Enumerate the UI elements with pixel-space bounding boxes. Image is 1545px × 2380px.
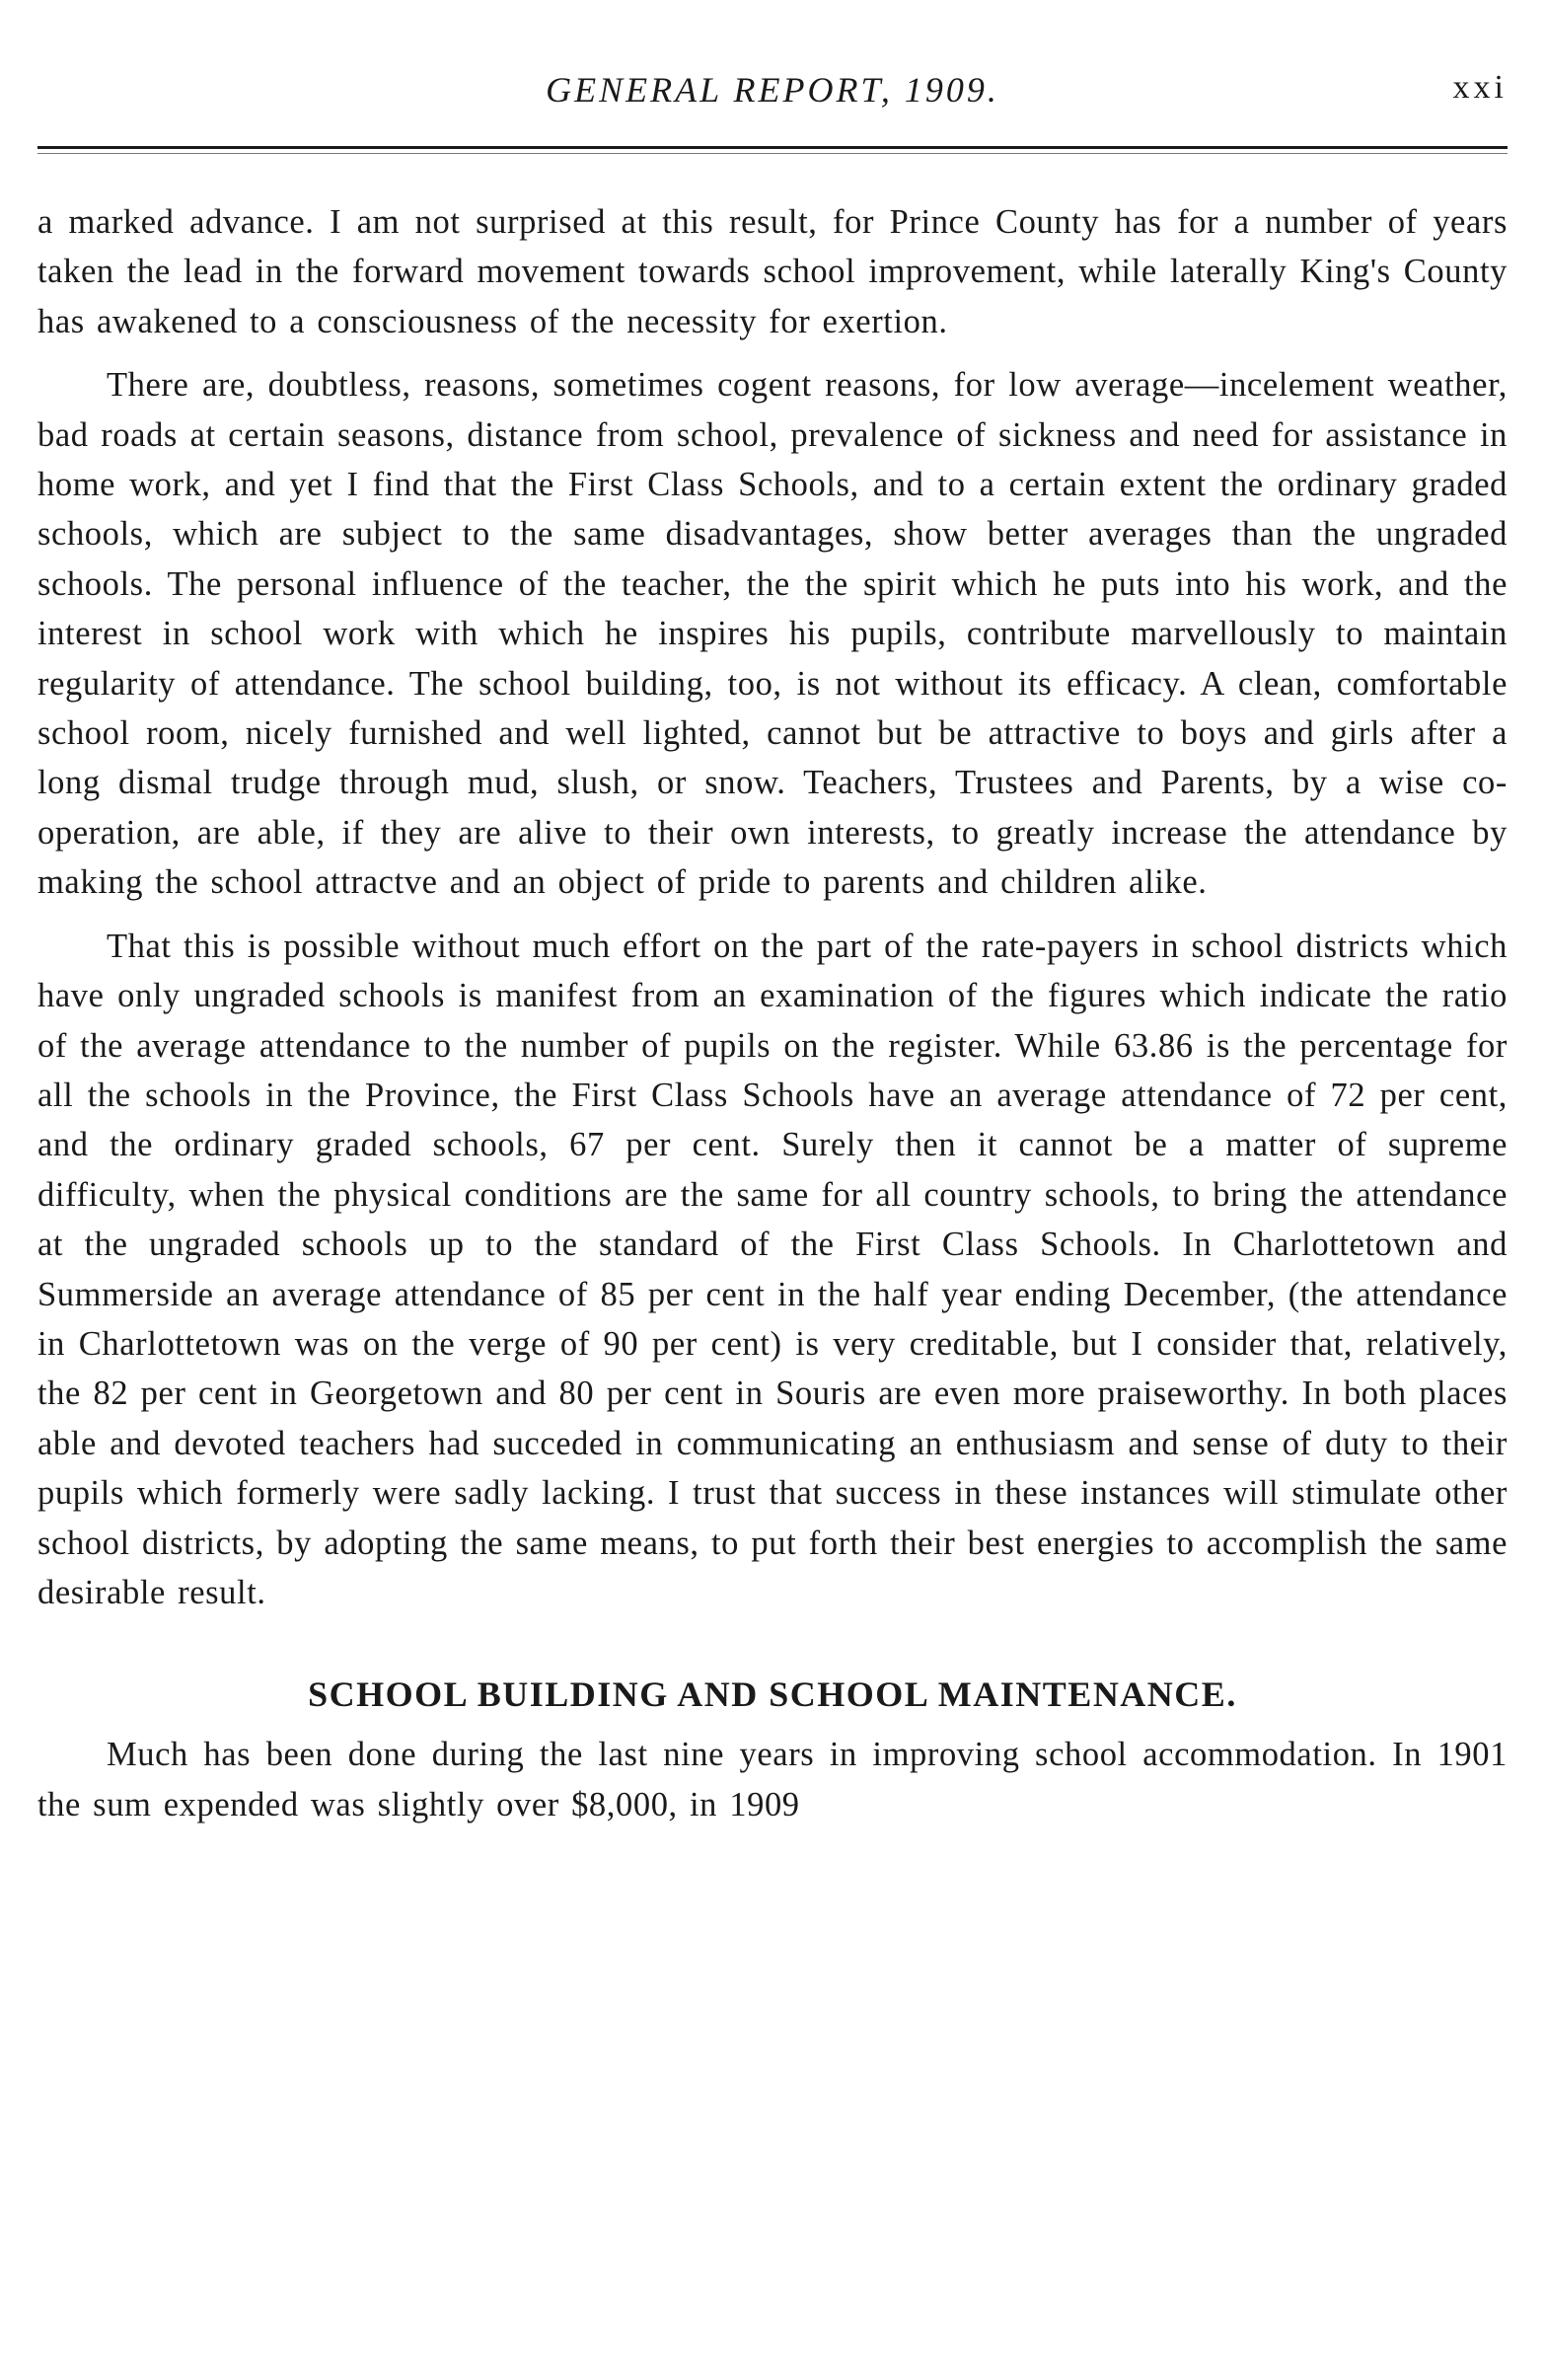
paragraph-attendance-figures: That this is possible without much effort on the part of the rate-payers in school districts which have only ungraded schools is manifest from an examination of the figures which indicate the ratio of the average attendance to the number of pupils on the register. While 63.86 is the percentage for all the schools in the Province, the First Class Schools have an average attendance of 72 per cent, and the ordinary graded schools, 67 per cent. Surely then it cannot be a matter of supreme difficulty, when the physical conditions are the same for all country schools, to bring the attendance at the ungraded schools up to the standard of the First Class Schools. In Charlottetown and Summerside an average attendance of 85 per cent in the half year ending December, (the attendance in Charlottetown was on the verge of 90 per cent) is very creditable, but I consider that, relatively, the 82 per cent in Georgetown and 80 per cent in Souris are even more praiseworthy. In both places able and devoted teachers had succeded in communicating an enthusiasm and sense of duty to their pupils which formerly were sadly lacking. I trust that success in these instances will stimulate other school districts, by adopting the same means, to put forth their best energies to accomplish the same desirable result. bbox=[37, 927, 1508, 1611]
page-number: xxi bbox=[1452, 69, 1508, 106]
running-title: GENERAL REPORT, 1909. bbox=[546, 70, 999, 110]
book-page bbox=[37, 0, 1508, 2380]
paragraph-school-building: Much has been done during the last nine years in improving school accommodation. In 1901 the sum expended was slightly over $8,000, in 1909 bbox=[37, 1736, 1508, 1823]
body-text bbox=[37, 197, 1508, 1829]
header-rule bbox=[37, 146, 1508, 154]
running-head bbox=[37, 69, 1508, 128]
paragraph-continued: a marked advance. I am not surprised at this result, for Prince County has for a number of years taken the lead in the forward movement towards school improvement, while laterally King's County has awakened to a consciousness of the necessity for exertion. bbox=[37, 203, 1508, 340]
paragraph-attendance-reasons: There are, doubtless, reasons, sometimes cogent reasons, for low average—incelement weather, bad roads at certain seasons, distance from school, prevalence of sickness and need for assistance in home work, and yet I find that the First Class Schools, and to a certain extent the ordinary graded schools, which are subject to the same disadvantages, show better averages than the ungraded schools. The personal influence of the teacher, the the spirit which he puts into his work, and the interest in school work with which he inspires his pupils, contribute marvellously to maintain regularity of attendance. The school building, too, is not without its efficacy. A clean, comfortable school room, nicely furnished and well lighted, cannot but be attractive to boys and girls after a long dismal trudge through mud, slush, or snow. Teachers, Trustees and Parents, by a wise co-operation, are able, if they are alive to their own interests, to greatly increase the attendance by making the school attractve and an object of pride to parents and children alike. bbox=[37, 366, 1508, 902]
section-heading: SCHOOL BUILDING AND SCHOOL MAINTENANCE. bbox=[308, 1674, 1237, 1715]
